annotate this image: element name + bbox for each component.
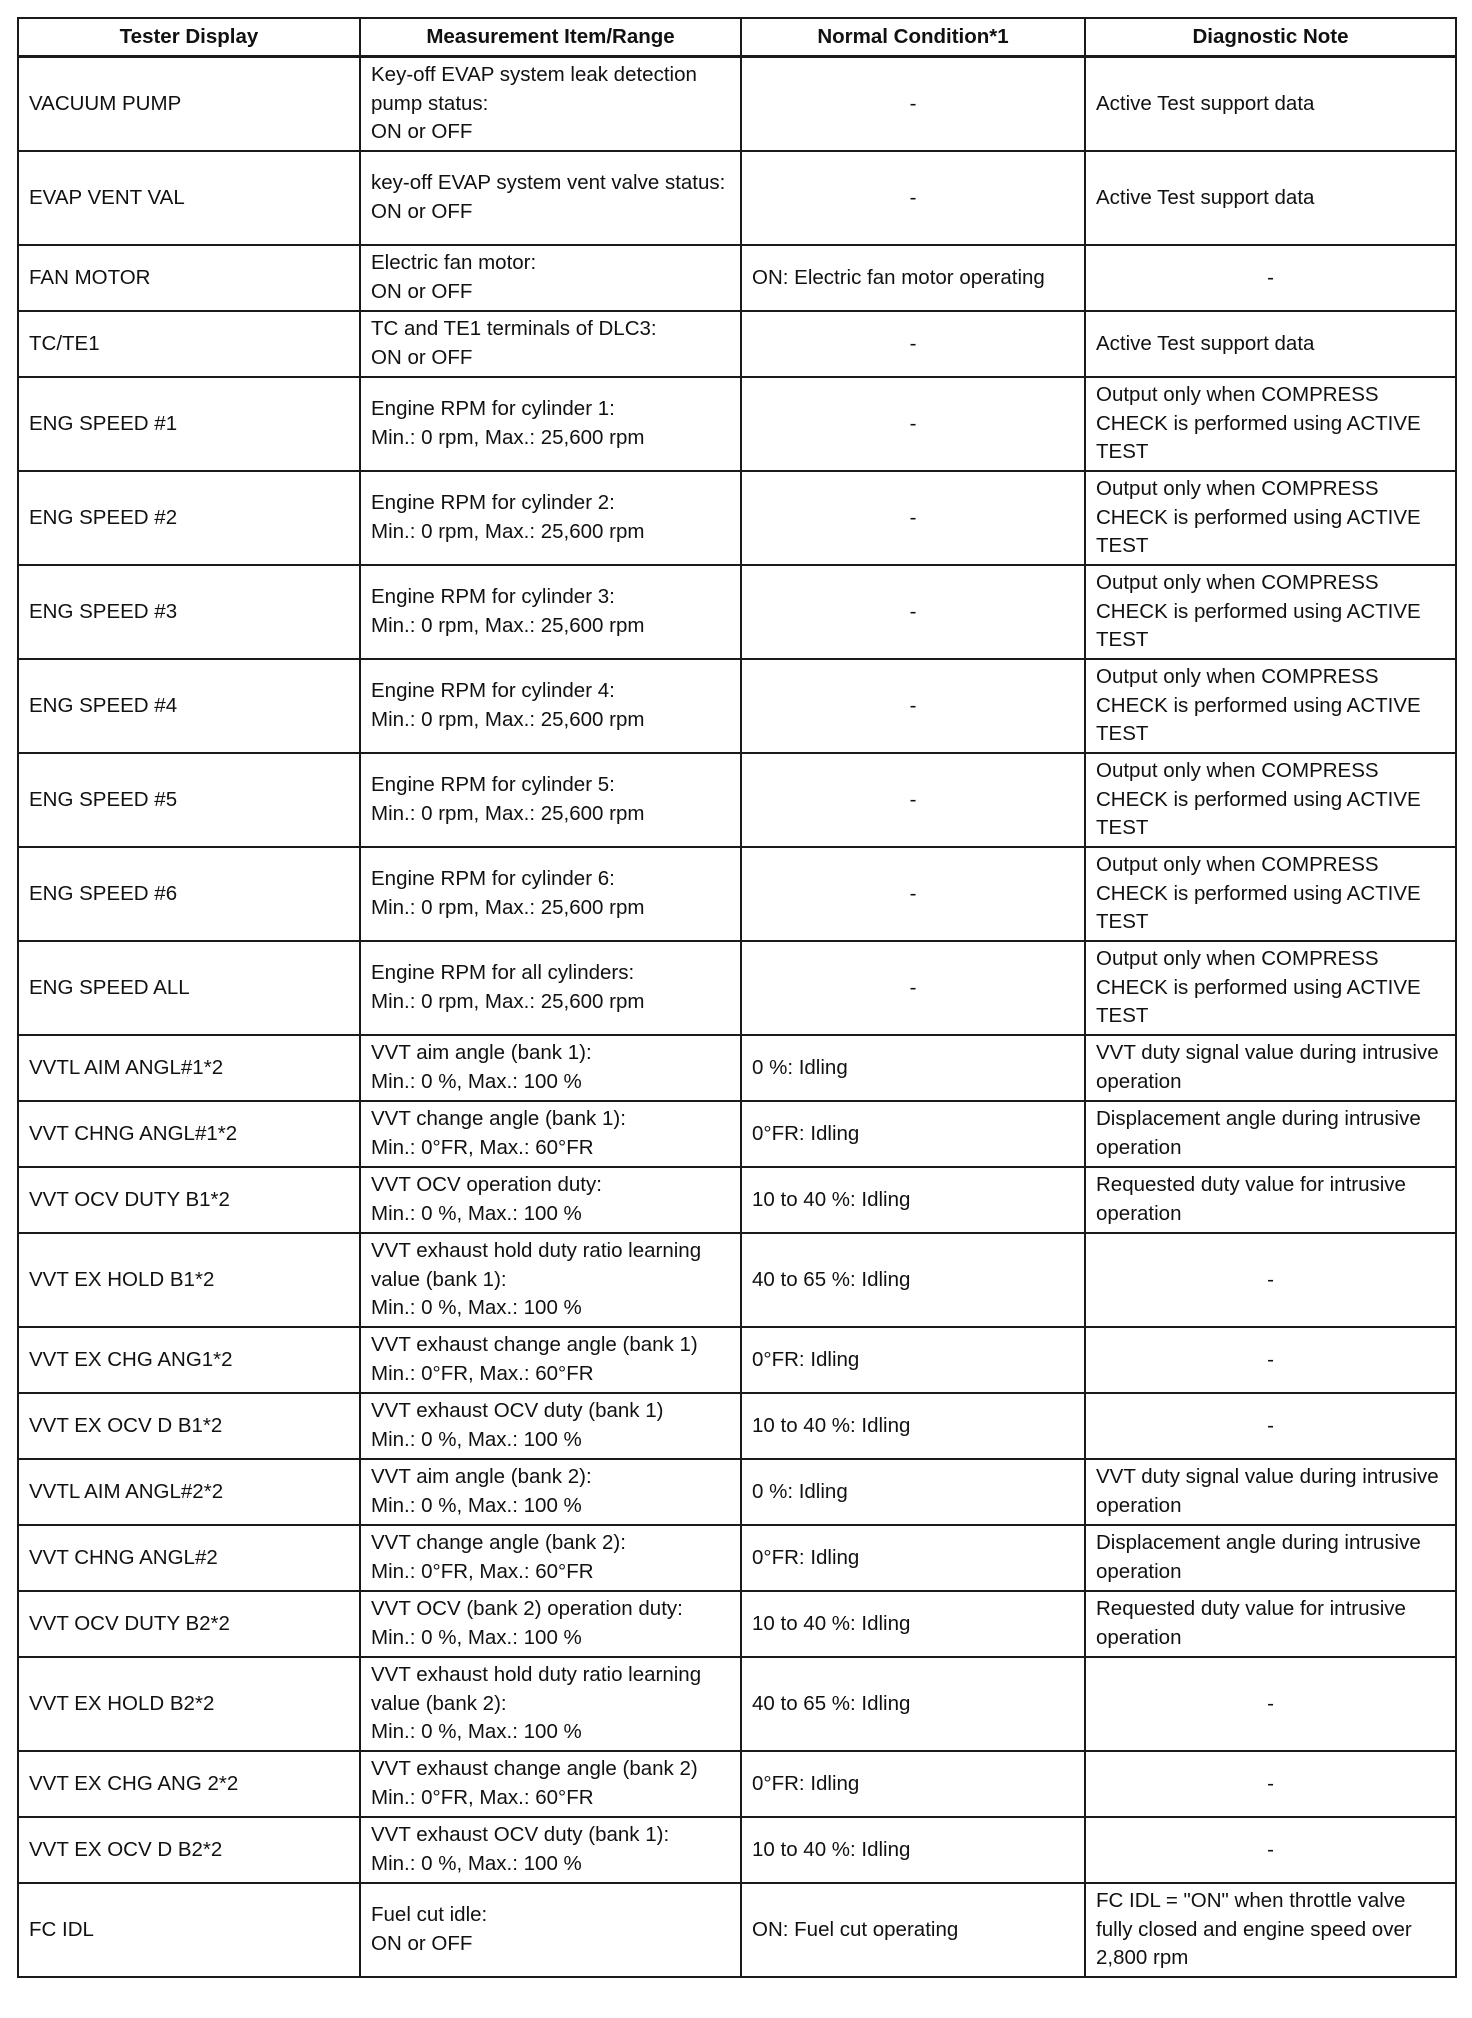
diagnostic-note-cell: Output only when COMPRESS CHECK is performed using ACTIVE TEST [1085, 377, 1456, 471]
measurement-cell: VVT OCV (bank 2) operation duty: Min.: 0 %, Max.: 100 % [360, 1591, 741, 1657]
tester-display-cell: ENG SPEED #5 [18, 753, 360, 847]
diagnostic-note-cell: Output only when COMPRESS CHECK is performed using ACTIVE TEST [1085, 847, 1456, 941]
diagnostic-note-cell: Requested duty value for intrusive operation [1085, 1167, 1456, 1233]
normal-condition-cell: 0°FR: Idling [741, 1525, 1085, 1591]
table-row [18, 1101, 1456, 1167]
table-row [18, 151, 1456, 245]
measurement-cell: Key-off EVAP system leak detection pump status: ON or OFF [360, 57, 741, 152]
tester-display-cell: FC IDL [18, 1883, 360, 1977]
tester-display-cell: VACUUM PUMP [18, 57, 360, 152]
diagnostic-note-cell: Displacement angle during intrusive operation [1085, 1101, 1456, 1167]
normal-condition-cell: 0°FR: Idling [741, 1751, 1085, 1817]
normal-condition-cell: - [741, 311, 1085, 377]
table-row [18, 1233, 1456, 1327]
table-row [18, 1525, 1456, 1591]
normal-condition-cell: - [741, 753, 1085, 847]
normal-condition-cell: 40 to 65 %: Idling [741, 1657, 1085, 1751]
normal-condition-cell: - [741, 659, 1085, 753]
table-row [18, 311, 1456, 377]
diagnostic-note-cell: Output only when COMPRESS CHECK is performed using ACTIVE TEST [1085, 565, 1456, 659]
table-row [18, 245, 1456, 311]
measurement-cell: VVT OCV operation duty: Min.: 0 %, Max.: 100 % [360, 1167, 741, 1233]
header-diagnostic-note: Diagnostic Note [1085, 18, 1456, 57]
diagnostic-note-cell: - [1085, 1327, 1456, 1393]
normal-condition-cell: 10 to 40 %: Idling [741, 1591, 1085, 1657]
table-row [18, 753, 1456, 847]
normal-condition-cell: - [741, 57, 1085, 152]
normal-condition-cell: - [741, 377, 1085, 471]
tester-display-cell: ENG SPEED #2 [18, 471, 360, 565]
tester-display-cell: VVT OCV DUTY B1*2 [18, 1167, 360, 1233]
tester-display-cell: ENG SPEED #4 [18, 659, 360, 753]
measurement-cell: VVT change angle (bank 1): Min.: 0°FR, Max.: 60°FR [360, 1101, 741, 1167]
normal-condition-cell: 10 to 40 %: Idling [741, 1393, 1085, 1459]
measurement-cell: key-off EVAP system vent valve status: ON or OFF [360, 151, 741, 245]
tester-display-cell: VVT EX OCV D B1*2 [18, 1393, 360, 1459]
tester-display-cell: VVT OCV DUTY B2*2 [18, 1591, 360, 1657]
measurement-cell: Engine RPM for cylinder 3: Min.: 0 rpm, Max.: 25,600 rpm [360, 565, 741, 659]
measurement-cell: Engine RPM for cylinder 6: Min.: 0 rpm, Max.: 25,600 rpm [360, 847, 741, 941]
table-row [18, 1327, 1456, 1393]
measurement-cell: VVT exhaust change angle (bank 2) Min.: 0°FR, Max.: 60°FR [360, 1751, 741, 1817]
header-row [18, 18, 1456, 57]
normal-condition-cell: - [741, 847, 1085, 941]
normal-condition-cell: 10 to 40 %: Idling [741, 1167, 1085, 1233]
normal-condition-cell: - [741, 941, 1085, 1035]
header-measurement-item: Measurement Item/Range [360, 18, 741, 57]
measurement-cell: Engine RPM for all cylinders: Min.: 0 rpm, Max.: 25,600 rpm [360, 941, 741, 1035]
normal-condition-cell: 0°FR: Idling [741, 1101, 1085, 1167]
table-row [18, 1751, 1456, 1817]
table-row [18, 1167, 1456, 1233]
tester-display-cell: ENG SPEED #6 [18, 847, 360, 941]
measurement-cell: VVT exhaust hold duty ratio learning value (bank 2): Min.: 0 %, Max.: 100 % [360, 1657, 741, 1751]
measurement-cell: VVT exhaust OCV duty (bank 1): Min.: 0 %, Max.: 100 % [360, 1817, 741, 1883]
tester-display-cell: VVTL AIM ANGL#2*2 [18, 1459, 360, 1525]
measurement-cell: VVT aim angle (bank 2): Min.: 0 %, Max.: 100 % [360, 1459, 741, 1525]
table-row [18, 1883, 1456, 1977]
diagnostic-note-cell: VVT duty signal value during intrusive operation [1085, 1035, 1456, 1101]
tester-display-cell: VVT CHNG ANGL#1*2 [18, 1101, 360, 1167]
header-normal-condition: Normal Condition*1 [741, 18, 1085, 57]
tester-display-cell: TC/TE1 [18, 311, 360, 377]
normal-condition-cell: 10 to 40 %: Idling [741, 1817, 1085, 1883]
measurement-cell: VVT aim angle (bank 1): Min.: 0 %, Max.: 100 % [360, 1035, 741, 1101]
measurement-cell: TC and TE1 terminals of DLC3: ON or OFF [360, 311, 741, 377]
measurement-cell: VVT exhaust hold duty ratio learning value (bank 1): Min.: 0 %, Max.: 100 % [360, 1233, 741, 1327]
diagnostic-note-cell: Active Test support data [1085, 57, 1456, 152]
normal-condition-cell: ON: Electric fan motor operating [741, 245, 1085, 311]
tester-display-cell: VVT CHNG ANGL#2 [18, 1525, 360, 1591]
diagnostic-note-cell: - [1085, 1393, 1456, 1459]
diagnostic-note-cell: - [1085, 1751, 1456, 1817]
tester-display-cell: VVT EX HOLD B1*2 [18, 1233, 360, 1327]
normal-condition-cell: - [741, 471, 1085, 565]
tester-display-cell: FAN MOTOR [18, 245, 360, 311]
measurement-cell: Electric fan motor: ON or OFF [360, 245, 741, 311]
measurement-cell: Engine RPM for cylinder 5: Min.: 0 rpm, Max.: 25,600 rpm [360, 753, 741, 847]
normal-condition-cell: ON: Fuel cut operating [741, 1883, 1085, 1977]
table-row [18, 1817, 1456, 1883]
normal-condition-cell: 0 %: Idling [741, 1459, 1085, 1525]
diagnostic-note-cell: Displacement angle during intrusive operation [1085, 1525, 1456, 1591]
tester-display-cell: VVT EX CHG ANG1*2 [18, 1327, 360, 1393]
diagnostic-note-cell: - [1085, 1233, 1456, 1327]
table-row [18, 1035, 1456, 1101]
measurement-cell: Engine RPM for cylinder 2: Min.: 0 rpm, Max.: 25,600 rpm [360, 471, 741, 565]
header-tester-display: Tester Display [18, 18, 360, 57]
measurement-cell: VVT exhaust OCV duty (bank 1) Min.: 0 %, Max.: 100 % [360, 1393, 741, 1459]
diagnostic-note-cell: Output only when COMPRESS CHECK is performed using ACTIVE TEST [1085, 941, 1456, 1035]
table-row [18, 377, 1456, 471]
table-row [18, 1459, 1456, 1525]
tester-display-cell: VVT EX HOLD B2*2 [18, 1657, 360, 1751]
table-row [18, 57, 1456, 152]
normal-condition-cell: 0 %: Idling [741, 1035, 1085, 1101]
table-row [18, 847, 1456, 941]
diagnostic-note-cell: - [1085, 245, 1456, 311]
table-row [18, 565, 1456, 659]
diagnostic-note-cell: Active Test support data [1085, 151, 1456, 245]
normal-condition-cell: - [741, 565, 1085, 659]
diagnostic-note-cell: FC IDL = "ON" when throttle valve fully closed and engine speed over 2,800 rpm [1085, 1883, 1456, 1977]
table-row [18, 471, 1456, 565]
diagnostic-note-cell: Output only when COMPRESS CHECK is performed using ACTIVE TEST [1085, 659, 1456, 753]
table-row [18, 941, 1456, 1035]
diagnostic-note-cell: Requested duty value for intrusive operation [1085, 1591, 1456, 1657]
diagnostic-note-cell: Active Test support data [1085, 311, 1456, 377]
table-row [18, 1591, 1456, 1657]
measurement-cell: VVT exhaust change angle (bank 1) Min.: 0°FR, Max.: 60°FR [360, 1327, 741, 1393]
diagnostic-note-cell: Output only when COMPRESS CHECK is performed using ACTIVE TEST [1085, 471, 1456, 565]
diagnostic-note-cell: VVT duty signal value during intrusive operation [1085, 1459, 1456, 1525]
table-row [18, 1393, 1456, 1459]
normal-condition-cell: 0°FR: Idling [741, 1327, 1085, 1393]
tester-display-cell: ENG SPEED #3 [18, 565, 360, 659]
diagnostic-note-cell: Output only when COMPRESS CHECK is performed using ACTIVE TEST [1085, 753, 1456, 847]
tester-display-cell: ENG SPEED #1 [18, 377, 360, 471]
measurement-cell: Engine RPM for cylinder 4: Min.: 0 rpm, Max.: 25,600 rpm [360, 659, 741, 753]
diagnostic-note-cell: - [1085, 1817, 1456, 1883]
tester-display-cell: VVT EX CHG ANG 2*2 [18, 1751, 360, 1817]
tester-display-cell: EVAP VENT VAL [18, 151, 360, 245]
tester-display-cell: ENG SPEED ALL [18, 941, 360, 1035]
tester-display-cell: VVT EX OCV D B2*2 [18, 1817, 360, 1883]
measurement-cell: Fuel cut idle: ON or OFF [360, 1883, 741, 1977]
table-row [18, 1657, 1456, 1751]
normal-condition-cell: - [741, 151, 1085, 245]
measurement-cell: Engine RPM for cylinder 1: Min.: 0 rpm, Max.: 25,600 rpm [360, 377, 741, 471]
measurement-cell: VVT change angle (bank 2): Min.: 0°FR, Max.: 60°FR [360, 1525, 741, 1591]
normal-condition-cell: 40 to 65 %: Idling [741, 1233, 1085, 1327]
table-row [18, 659, 1456, 753]
data-list-table [17, 17, 1457, 1978]
tester-display-cell: VVTL AIM ANGL#1*2 [18, 1035, 360, 1101]
diagnostic-note-cell: - [1085, 1657, 1456, 1751]
